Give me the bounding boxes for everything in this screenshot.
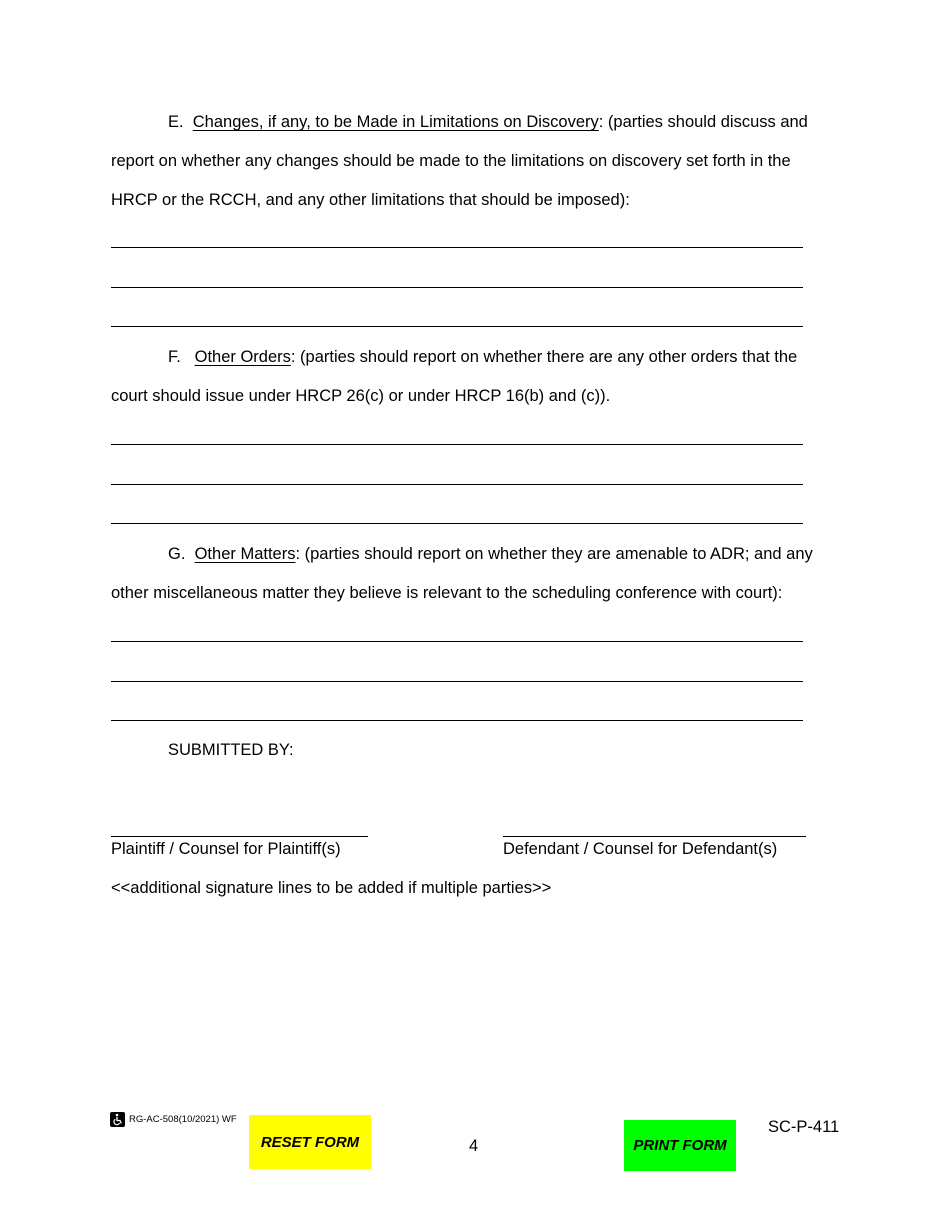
section-f-heading-line (168, 347, 797, 367)
section-e-text-line-3: HRCP or the RCCH, and any other limitations that should be imposed): (111, 191, 630, 209)
section-g-heading: Other Matters (194, 545, 296, 563)
section-f-intro: : (parties should report on whether there are any other orders that the (290, 348, 798, 366)
section-e-text-line-2: report on whether any changes should be made to the limitations on discovery set forth in the (111, 152, 791, 170)
section-g-letter: G. (168, 545, 186, 563)
form-code: RG-AC-508(10/2021) WF (129, 1114, 237, 1125)
section-e-letter: E. (168, 113, 184, 131)
section-g-text-line-2: other miscellaneous matter they believe is relevant to the scheduling conference with court): (111, 584, 783, 602)
page-number: 4 (469, 1137, 479, 1155)
section-f-letter: F. (168, 348, 181, 366)
section-e-heading: Changes, if any, to be Made in Limitations on Discovery (192, 113, 599, 131)
print-form-button[interactable]: PRINT FORM (624, 1120, 736, 1171)
plaintiff-signature-line[interactable] (111, 836, 368, 837)
section-f-answer-line[interactable] (111, 444, 803, 445)
section-f-heading: Other Orders (194, 348, 291, 366)
section-e-answer-line[interactable] (111, 247, 803, 248)
defendant-signature-label: Defendant / Counsel for Defendant(s) (503, 840, 778, 858)
section-e-answer-line[interactable] (111, 326, 803, 327)
wheelchair-accessibility-icon (110, 1112, 125, 1127)
section-g-answer-line[interactable] (111, 720, 803, 721)
additional-signature-note: <<additional signature lines to be added if multiple parties>> (111, 879, 552, 897)
section-f-answer-line[interactable] (111, 484, 803, 485)
section-e-intro: : (parties should discuss and (598, 113, 808, 131)
section-g-answer-line[interactable] (111, 681, 803, 682)
plaintiff-signature-label: Plaintiff / Counsel for Plaintiff(s) (111, 840, 341, 858)
section-e-heading-line (168, 112, 808, 132)
form-id: SC-P-411 (768, 1118, 840, 1136)
section-g-answer-line[interactable] (111, 641, 803, 642)
section-e-answer-line[interactable] (111, 287, 803, 288)
section-g-heading-line (168, 544, 813, 564)
wheelchair-glyph (111, 1113, 124, 1126)
section-f-answer-line[interactable] (111, 523, 803, 524)
reset-form-button[interactable]: RESET FORM (249, 1115, 371, 1169)
section-g-intro: : (parties should report on whether they are amenable to ADR; and any (295, 545, 813, 563)
section-f-text-line-2: court should issue under HRCP 26(c) or under HRCP 16(b) and (c)). (111, 387, 611, 405)
submitted-by-label: SUBMITTED BY: (168, 741, 294, 759)
defendant-signature-line[interactable] (503, 836, 806, 837)
